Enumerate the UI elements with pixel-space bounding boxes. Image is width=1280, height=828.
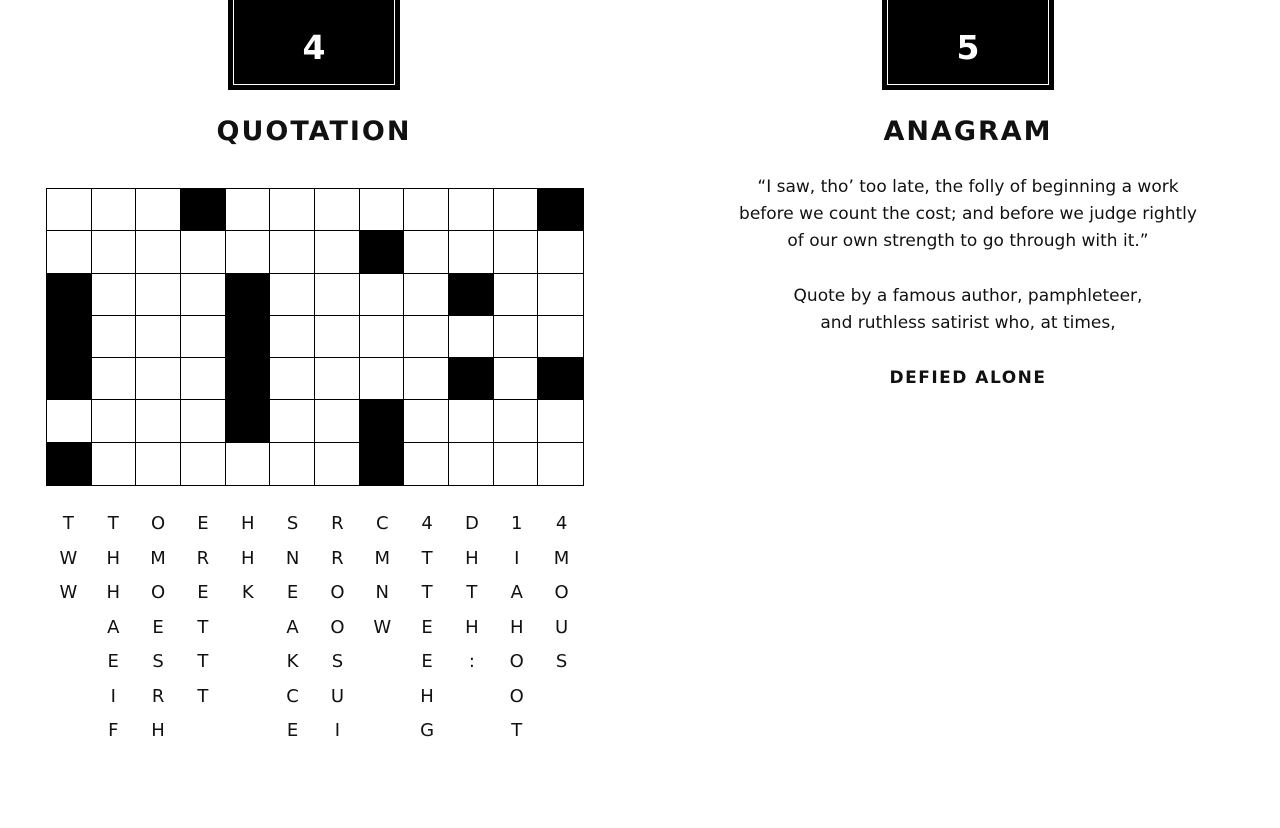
letter-tile: W	[59, 582, 78, 603]
letter-column	[225, 510, 270, 614]
letter-tile: E	[197, 513, 209, 534]
letter-tile: K	[286, 651, 299, 672]
grid-cell	[404, 316, 449, 358]
grid-cell	[315, 274, 360, 316]
letter-tile: E	[421, 651, 433, 672]
letter-tile: C	[375, 513, 389, 534]
grid-cell	[538, 443, 583, 485]
grid-cell	[404, 189, 449, 231]
letter-tile: T	[197, 685, 209, 707]
grid-cell-black	[226, 316, 271, 358]
letter-tile: K	[241, 582, 254, 603]
grid-cell	[181, 443, 226, 485]
letter-tile: T	[197, 616, 209, 638]
quote-line: “I saw, tho’ too late, the folly of beginning a work	[757, 177, 1179, 197]
quotation-grid	[46, 188, 584, 486]
letter-tile: H	[420, 685, 434, 707]
letter-column	[539, 510, 584, 683]
grid-cell	[181, 316, 226, 358]
grid-cell	[47, 400, 92, 442]
grid-cell	[136, 274, 181, 316]
grid-cell	[494, 400, 539, 442]
grid-cell	[181, 358, 226, 400]
letter-tile: O	[330, 616, 345, 638]
grid-cell	[494, 231, 539, 273]
letter-tile: A	[286, 616, 299, 638]
letter-tile: C	[286, 685, 299, 707]
letter-tile: M	[150, 547, 166, 569]
letter-tile: S	[286, 513, 299, 534]
grid-cell	[92, 189, 137, 231]
letter-tile: R	[196, 547, 210, 569]
grid-cell	[270, 316, 315, 358]
grid-cell	[315, 189, 360, 231]
clue-line: and ruthless satirist who, at times,	[820, 313, 1116, 333]
grid-cell	[226, 189, 271, 231]
quote-line: of our own strength to go through with it.”	[787, 231, 1149, 251]
letter-column	[315, 510, 360, 752]
grid-cell-black	[449, 358, 494, 400]
letter-tile: H	[240, 547, 255, 569]
grid-cell	[315, 400, 360, 442]
grid-cell-black	[226, 358, 271, 400]
grid-cell	[315, 443, 360, 485]
letter-tile: T	[62, 513, 74, 534]
grid-cell	[270, 358, 315, 400]
letter-tile: N	[375, 582, 389, 603]
grid-cell	[449, 316, 494, 358]
clue-line: Quote by a famous author, pamphleteer,	[793, 286, 1143, 306]
letter-tile: E	[421, 616, 433, 638]
grid-cell-black	[181, 189, 226, 231]
puzzle-number: 5	[956, 28, 980, 67]
grid-cell-black	[47, 274, 92, 316]
letter-column	[181, 510, 226, 717]
puzzle-title: ANAGRAM	[883, 116, 1053, 147]
grid-cell	[315, 358, 360, 400]
letter-tile: E	[197, 582, 209, 603]
puzzle-title: QUOTATION	[216, 116, 412, 147]
letter-tile: T	[421, 582, 433, 603]
grid-cell	[538, 231, 583, 273]
grid-cell-black	[47, 443, 92, 485]
puzzle-number: 4	[302, 28, 326, 67]
letter-tile: H	[509, 616, 524, 638]
letter-tile: H	[106, 547, 121, 569]
grid-cell-black	[360, 400, 405, 442]
grid-cell	[92, 316, 137, 358]
letter-tile: T	[421, 547, 433, 569]
letter-tile: 4	[421, 513, 433, 534]
grid-cell	[404, 358, 449, 400]
letter-tile: T	[197, 651, 209, 672]
grid-cell	[270, 400, 315, 442]
letter-column	[450, 510, 495, 683]
grid-cell	[404, 274, 449, 316]
letter-tile: W	[373, 616, 392, 638]
letter-tile: H	[240, 513, 255, 534]
letter-tile: R	[151, 685, 165, 707]
letter-tile: O	[509, 685, 524, 707]
anagram-clue	[718, 283, 1218, 337]
grid-cell-black	[360, 231, 405, 273]
grid-cell	[449, 189, 494, 231]
grid-cell	[494, 189, 539, 231]
letter-tile: A	[107, 616, 120, 638]
letter-tile: U	[330, 685, 344, 707]
letter-tile: N	[285, 547, 300, 569]
letter-column	[46, 510, 91, 614]
letter-tile: :	[468, 651, 475, 672]
grid-cell	[360, 189, 405, 231]
letter-tile: 1	[511, 513, 523, 534]
grid-cell-black	[538, 189, 583, 231]
letter-tile: S	[331, 651, 344, 672]
letter-tile: G	[420, 720, 435, 741]
letter-tile: D	[464, 513, 479, 534]
grid-cell	[270, 274, 315, 316]
letter-tile: R	[331, 513, 344, 534]
letter-tile: O	[150, 513, 166, 534]
anagram-answer: DEFIED ALONE	[889, 368, 1047, 388]
grid-cell	[92, 231, 137, 273]
letter-tile: I	[514, 547, 520, 569]
grid-cell	[404, 443, 449, 485]
grid-cell	[449, 231, 494, 273]
letter-tile: O	[150, 582, 166, 603]
grid-cell	[360, 316, 405, 358]
grid-cell-black	[47, 316, 92, 358]
grid-cell	[494, 316, 539, 358]
grid-cell-black	[449, 274, 494, 316]
grid-cell	[360, 358, 405, 400]
grid-cell-black	[360, 443, 405, 485]
grid-cell	[181, 231, 226, 273]
grid-cell	[538, 400, 583, 442]
letter-tile: R	[331, 547, 344, 569]
letter-tile: O	[509, 651, 524, 672]
grid-cell	[136, 189, 181, 231]
letter-tile: M	[553, 547, 570, 569]
grid-cell	[92, 400, 137, 442]
letter-tile: H	[151, 720, 165, 741]
letter-tile: O	[554, 582, 569, 603]
quote-line: before we count the cost; and before we judge rightly	[739, 204, 1197, 224]
letter-column	[405, 510, 450, 752]
grid-cell	[449, 400, 494, 442]
grid-cell	[92, 443, 137, 485]
grid-cell	[494, 274, 539, 316]
grid-cell	[136, 231, 181, 273]
grid-cell	[404, 400, 449, 442]
grid-cell	[449, 443, 494, 485]
grid-cell-black	[47, 358, 92, 400]
grid-cell	[136, 400, 181, 442]
letter-column	[270, 510, 315, 752]
grid-cell	[226, 231, 271, 273]
grid-cell	[47, 231, 92, 273]
grid-cell-black	[226, 274, 271, 316]
letter-tile: I	[334, 720, 341, 741]
grid-cell	[315, 316, 360, 358]
letter-tile: H	[465, 616, 479, 638]
grid-cell	[226, 443, 271, 485]
grid-cell	[270, 443, 315, 485]
puzzle-number-badge	[882, 0, 1054, 90]
letter-tile: H	[106, 582, 121, 603]
letter-column	[91, 510, 136, 752]
letter-tile: T	[466, 582, 478, 603]
letter-tile: S	[555, 651, 568, 672]
letter-tile: E	[107, 651, 119, 672]
grid-cell	[538, 274, 583, 316]
letter-tile: T	[511, 720, 523, 741]
grid-cell	[92, 274, 137, 316]
grid-cell	[494, 443, 539, 485]
grid-cell	[494, 358, 539, 400]
grid-cell	[92, 358, 137, 400]
grid-cell-black	[226, 400, 271, 442]
grid-cell	[136, 443, 181, 485]
grid-cell	[270, 189, 315, 231]
letter-tile: H	[465, 547, 479, 569]
letter-column	[494, 510, 539, 752]
letter-tile: E	[152, 616, 164, 638]
grid-cell	[47, 189, 92, 231]
grid-cell	[136, 316, 181, 358]
grid-cell	[538, 316, 583, 358]
letter-tile: 4	[555, 513, 568, 534]
letter-column	[360, 510, 405, 648]
letter-tile: U	[554, 616, 569, 638]
letter-tile: O	[330, 582, 345, 603]
letter-tile: A	[510, 582, 523, 603]
puzzle-number-badge	[228, 0, 400, 90]
anagram-quote	[718, 174, 1218, 255]
anagram-text	[718, 174, 1218, 420]
grid-cell	[181, 274, 226, 316]
grid-cell	[404, 231, 449, 273]
letter-tile: S	[152, 651, 164, 672]
grid-cell-black	[538, 358, 583, 400]
letter-column	[136, 510, 181, 752]
grid-cell	[360, 274, 405, 316]
letter-tile: M	[374, 547, 390, 569]
grid-cell	[315, 231, 360, 273]
letter-tile: T	[107, 513, 119, 534]
grid-cell	[181, 400, 226, 442]
letter-tile: E	[286, 582, 299, 603]
letter-tile: E	[286, 720, 299, 741]
grid-cell	[270, 231, 315, 273]
letter-tile: I	[110, 685, 116, 707]
letter-tile: W	[59, 547, 78, 569]
grid-cell	[136, 358, 181, 400]
letter-tile: F	[108, 720, 119, 741]
